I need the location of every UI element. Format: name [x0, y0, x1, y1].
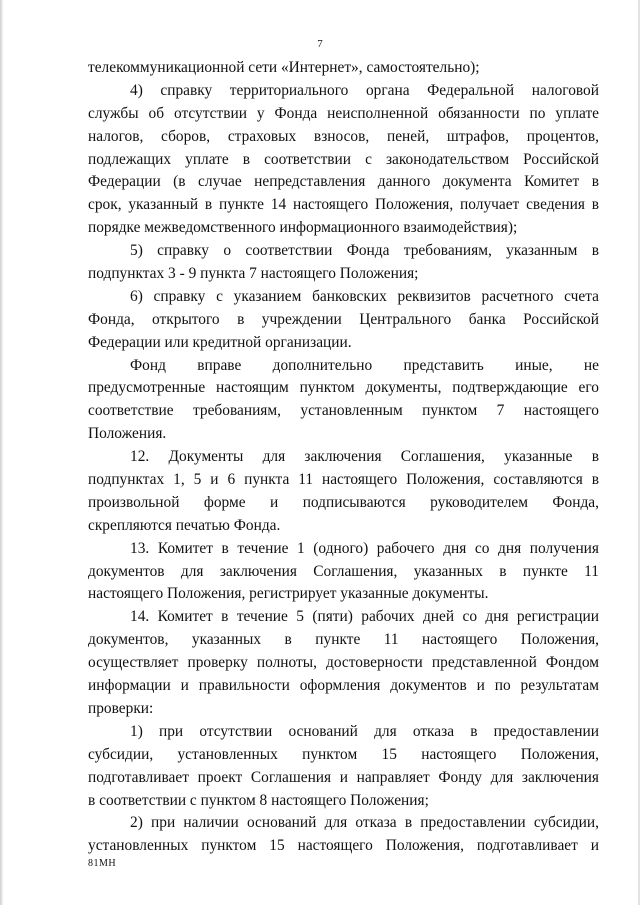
- text-line: документов для заключения Соглашения, указанных в пункте 11: [88, 562, 599, 580]
- text-line: 6) справку с указанием банковских реквизитов расчетного счета: [130, 287, 599, 305]
- text-line: предусмотренные настоящим пунктом документы, подтверждающие его: [88, 379, 599, 397]
- text-line: 13. Комитет в течение 1 (одного) рабочего дня со дня получения: [130, 539, 599, 557]
- text-line: скрепляются печатью Фонда.: [88, 516, 281, 534]
- paragraph: [88, 812, 599, 858]
- text-line: подпунктах 3 - 9 пункта 7 настоящего Положения;: [88, 265, 419, 283]
- text-line: настоящего Положения, регистрирует указанные документы.: [88, 585, 489, 603]
- text-line: срок, указанный в пункте 14 настоящего Положения, получает сведения в: [88, 196, 599, 214]
- paragraph: [88, 538, 599, 607]
- text-line: подготавливает проект Соглашения и направляет Фонду для заключения: [88, 768, 599, 786]
- text-line: установленных пунктом 15 настоящего Положения, подготавливает и: [88, 837, 599, 855]
- text-line: Федерации или кредитной организации.: [88, 333, 352, 351]
- text-line: телекоммуникационной сети «Интернет», самостоятельно);: [88, 59, 480, 76]
- footer-code: 81MH: [88, 858, 117, 869]
- document-body: [88, 57, 599, 858]
- text-line: соответствие требованиям, установленным пунктом 7 настоящего: [88, 402, 599, 420]
- text-line: налогов, сборов, страховых взносов, пеней, штрафов, процентов,: [88, 127, 599, 145]
- text-line: подпунктах 1, 5 и 6 пункта 11 настоящего Положения, составляются в: [88, 471, 599, 489]
- text-line: службы об отсутствии у Фонда неисполненной обязанности по уплате: [88, 104, 599, 122]
- text-line: Фонд вправе дополнительно представить иные, не: [130, 356, 599, 374]
- text-line: 5) справку о соответствии Фонда требованиям, указанным в: [130, 242, 599, 260]
- text-line: 14. Комитет в течение 5 (пяти) рабочих дней со дня регистрации: [130, 608, 599, 626]
- paragraph: [88, 286, 599, 355]
- text-line: Положения.: [88, 425, 167, 443]
- paragraph: [88, 240, 599, 286]
- scan-edge-left: [0, 0, 3, 905]
- text-line: 4) справку территориального органа Федеральной налоговой: [130, 81, 599, 99]
- text-line: 2) при наличии оснований для отказа в предоставлении субсидии,: [130, 814, 599, 832]
- text-line: Фонда, открытого в учреждении Центрального банка Российской: [88, 310, 599, 328]
- paragraph: [88, 606, 599, 720]
- text-line: Федерации (в случае непредставления данного документа Комитет в: [88, 173, 599, 191]
- text-line: в соответствии с пунктом 8 настоящего Положения;: [88, 791, 429, 809]
- text-line: осуществляет проверку полноты, достоверности представленной Фондом: [88, 654, 599, 672]
- text-line: порядке межведомственного информационного взаимодействия);: [88, 219, 518, 237]
- text-line: проверки:: [88, 699, 154, 717]
- paragraph: [88, 80, 599, 240]
- text-line: документов, указанных в пункте 11 настоящего Положения,: [88, 631, 599, 649]
- text-line: 12. Документы для заключения Соглашения, указанные в: [130, 448, 599, 466]
- page-number: 7: [317, 38, 323, 50]
- text-line: информации и правильности оформления документов и по результатам: [88, 677, 599, 695]
- paragraph: [88, 355, 599, 447]
- text-line: подлежащих уплате в соответствии с законодательством Российской: [88, 150, 599, 168]
- text-line: субсидии, установленных пунктом 15 настоящего Положения,: [88, 745, 599, 763]
- paragraph: [88, 721, 599, 813]
- paragraph: [88, 446, 599, 538]
- paragraph: [88, 57, 599, 80]
- text-line: произвольной форме и подписываются руководителем Фонда,: [88, 493, 599, 511]
- text-line: 1) при отсутствии оснований для отказа в предоставлении: [130, 722, 599, 740]
